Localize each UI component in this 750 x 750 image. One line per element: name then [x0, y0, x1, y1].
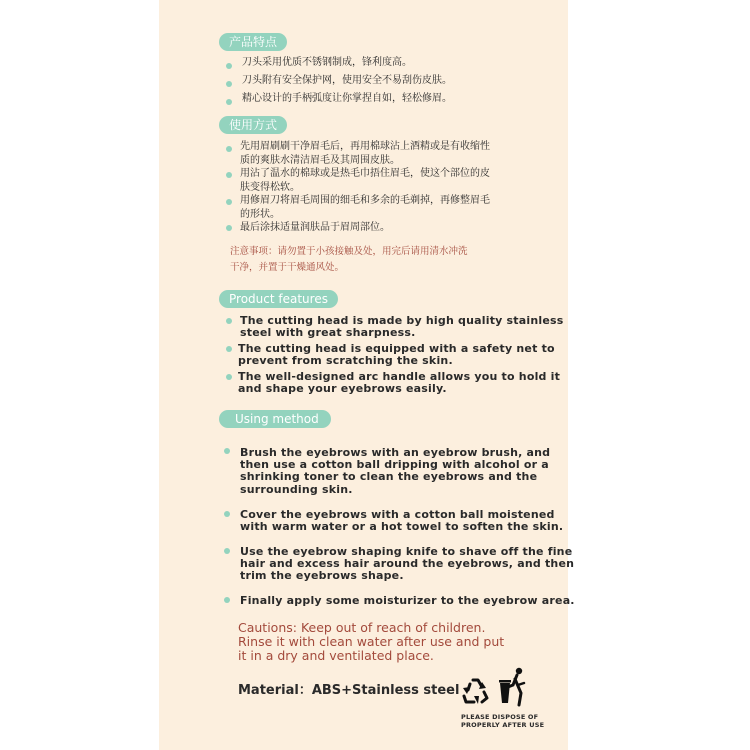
- en-caution-2: Rinse it with clean water after use and put: [238, 634, 505, 649]
- bullet-dot: [226, 199, 232, 205]
- en-usage-2a: Cover the eyebrows with a cotton ball moistened: [240, 508, 555, 521]
- en-caution-3: it in a dry and ventilated place.: [238, 648, 434, 663]
- material-label: Material：ABS+Stainless steel: [238, 683, 460, 698]
- bullet-dot: [226, 63, 232, 69]
- cn-usage-1a: 先用眉刷刷干净眉毛后，再用棉球沾上酒精或是有收缩性: [240, 141, 490, 152]
- en-usage-3c: trim the eyebrows shape.: [240, 569, 404, 582]
- dispose-text-2: PROPERLY AFTER USE: [461, 721, 545, 729]
- bullet-dot: [224, 597, 230, 603]
- bullet-dot: [226, 346, 232, 352]
- bullet-dot: [226, 81, 232, 87]
- cn-usage-3a: 用修眉刀将眉毛周围的细毛和多余的毛剃掉，再修整眉毛: [240, 195, 490, 206]
- cn-feature-2: 刀头附有安全保护网，使用安全不易刮伤皮肤。: [242, 75, 452, 86]
- bullet-dot: [226, 99, 232, 105]
- en-feature-2a: The cutting head is equipped with a safety net to: [238, 342, 555, 355]
- bullet-dot: [226, 318, 232, 324]
- bullet-dot: [226, 225, 232, 231]
- en-feature-2b: prevent from scratching the skin.: [238, 354, 453, 367]
- bullet-dot: [226, 172, 232, 178]
- bullet-dot: [226, 146, 232, 152]
- recycle-icon: [460, 674, 492, 706]
- en-usage-1d: surrounding skin.: [240, 483, 353, 496]
- en-feature-3a: The well-designed arc handle allows you to hold it: [238, 370, 561, 383]
- en-usage-1a: Brush the eyebrows with an eyebrow brush, and: [240, 446, 551, 459]
- en-usage-4: Finally apply some moisturizer to the eyebrow area.: [240, 594, 575, 607]
- bullet-dot: [224, 511, 230, 517]
- en-usage-3b: hair and excess hair around the eyebrows, and then: [240, 557, 575, 570]
- cn-caution-1: 注意事项：请勿置于小孩接触及处，用完后请用清水冲洗: [230, 246, 468, 257]
- cn-caution-2: 干净，并置于干燥通风处。: [230, 262, 345, 273]
- en-usage-title: Using method: [219, 410, 331, 428]
- cn-feature-1: 刀头采用优质不锈钢制成，锋利度高。: [242, 57, 412, 68]
- en-usage-2b: with warm water or a hot towel to soften the skin.: [240, 520, 564, 533]
- bullet-dot: [224, 448, 230, 454]
- en-feature-1a: The cutting head is made by high quality stainless: [240, 314, 564, 327]
- bullet-dot: [224, 548, 230, 554]
- trash-disposal-icon: [498, 667, 530, 707]
- en-feature-3b: and shape your eyebrows easily.: [238, 382, 447, 395]
- cn-usage-title: 使用方式: [219, 116, 287, 134]
- en-features-title: Product features: [219, 290, 338, 308]
- en-caution-1: Cautions: Keep out of reach of children.: [238, 620, 486, 635]
- en-usage-1c: shrinking toner to clean the eyebrows and the: [240, 470, 538, 483]
- bullet-dot: [226, 374, 232, 380]
- cn-usage-1b: 质的爽肤水清洁眉毛及其周围皮肤。: [240, 155, 400, 166]
- en-usage-1b: then use a cotton ball dripping with alcohol or a: [240, 458, 549, 471]
- cn-usage-2b: 肤变得松软。: [240, 182, 300, 193]
- en-feature-1b: steel with great sharpness.: [240, 326, 416, 339]
- en-usage-3a: Use the eyebrow shaping knife to shave off the fine: [240, 545, 573, 558]
- cn-usage-3b: 的形状。: [240, 209, 280, 220]
- cn-features-title: 产品特点: [219, 33, 287, 51]
- cn-usage-4: 最后涂抹适量润肤品于眉周部位。: [240, 222, 390, 233]
- cn-usage-2a: 用沾了温水的棉球或是热毛巾捂住眉毛，使这个部位的皮: [240, 168, 490, 179]
- cn-feature-3: 精心设计的手柄弧度让你掌捏自如，轻松修眉。: [242, 93, 452, 104]
- dispose-text-1: PLEASE DISPOSE OF: [461, 713, 539, 721]
